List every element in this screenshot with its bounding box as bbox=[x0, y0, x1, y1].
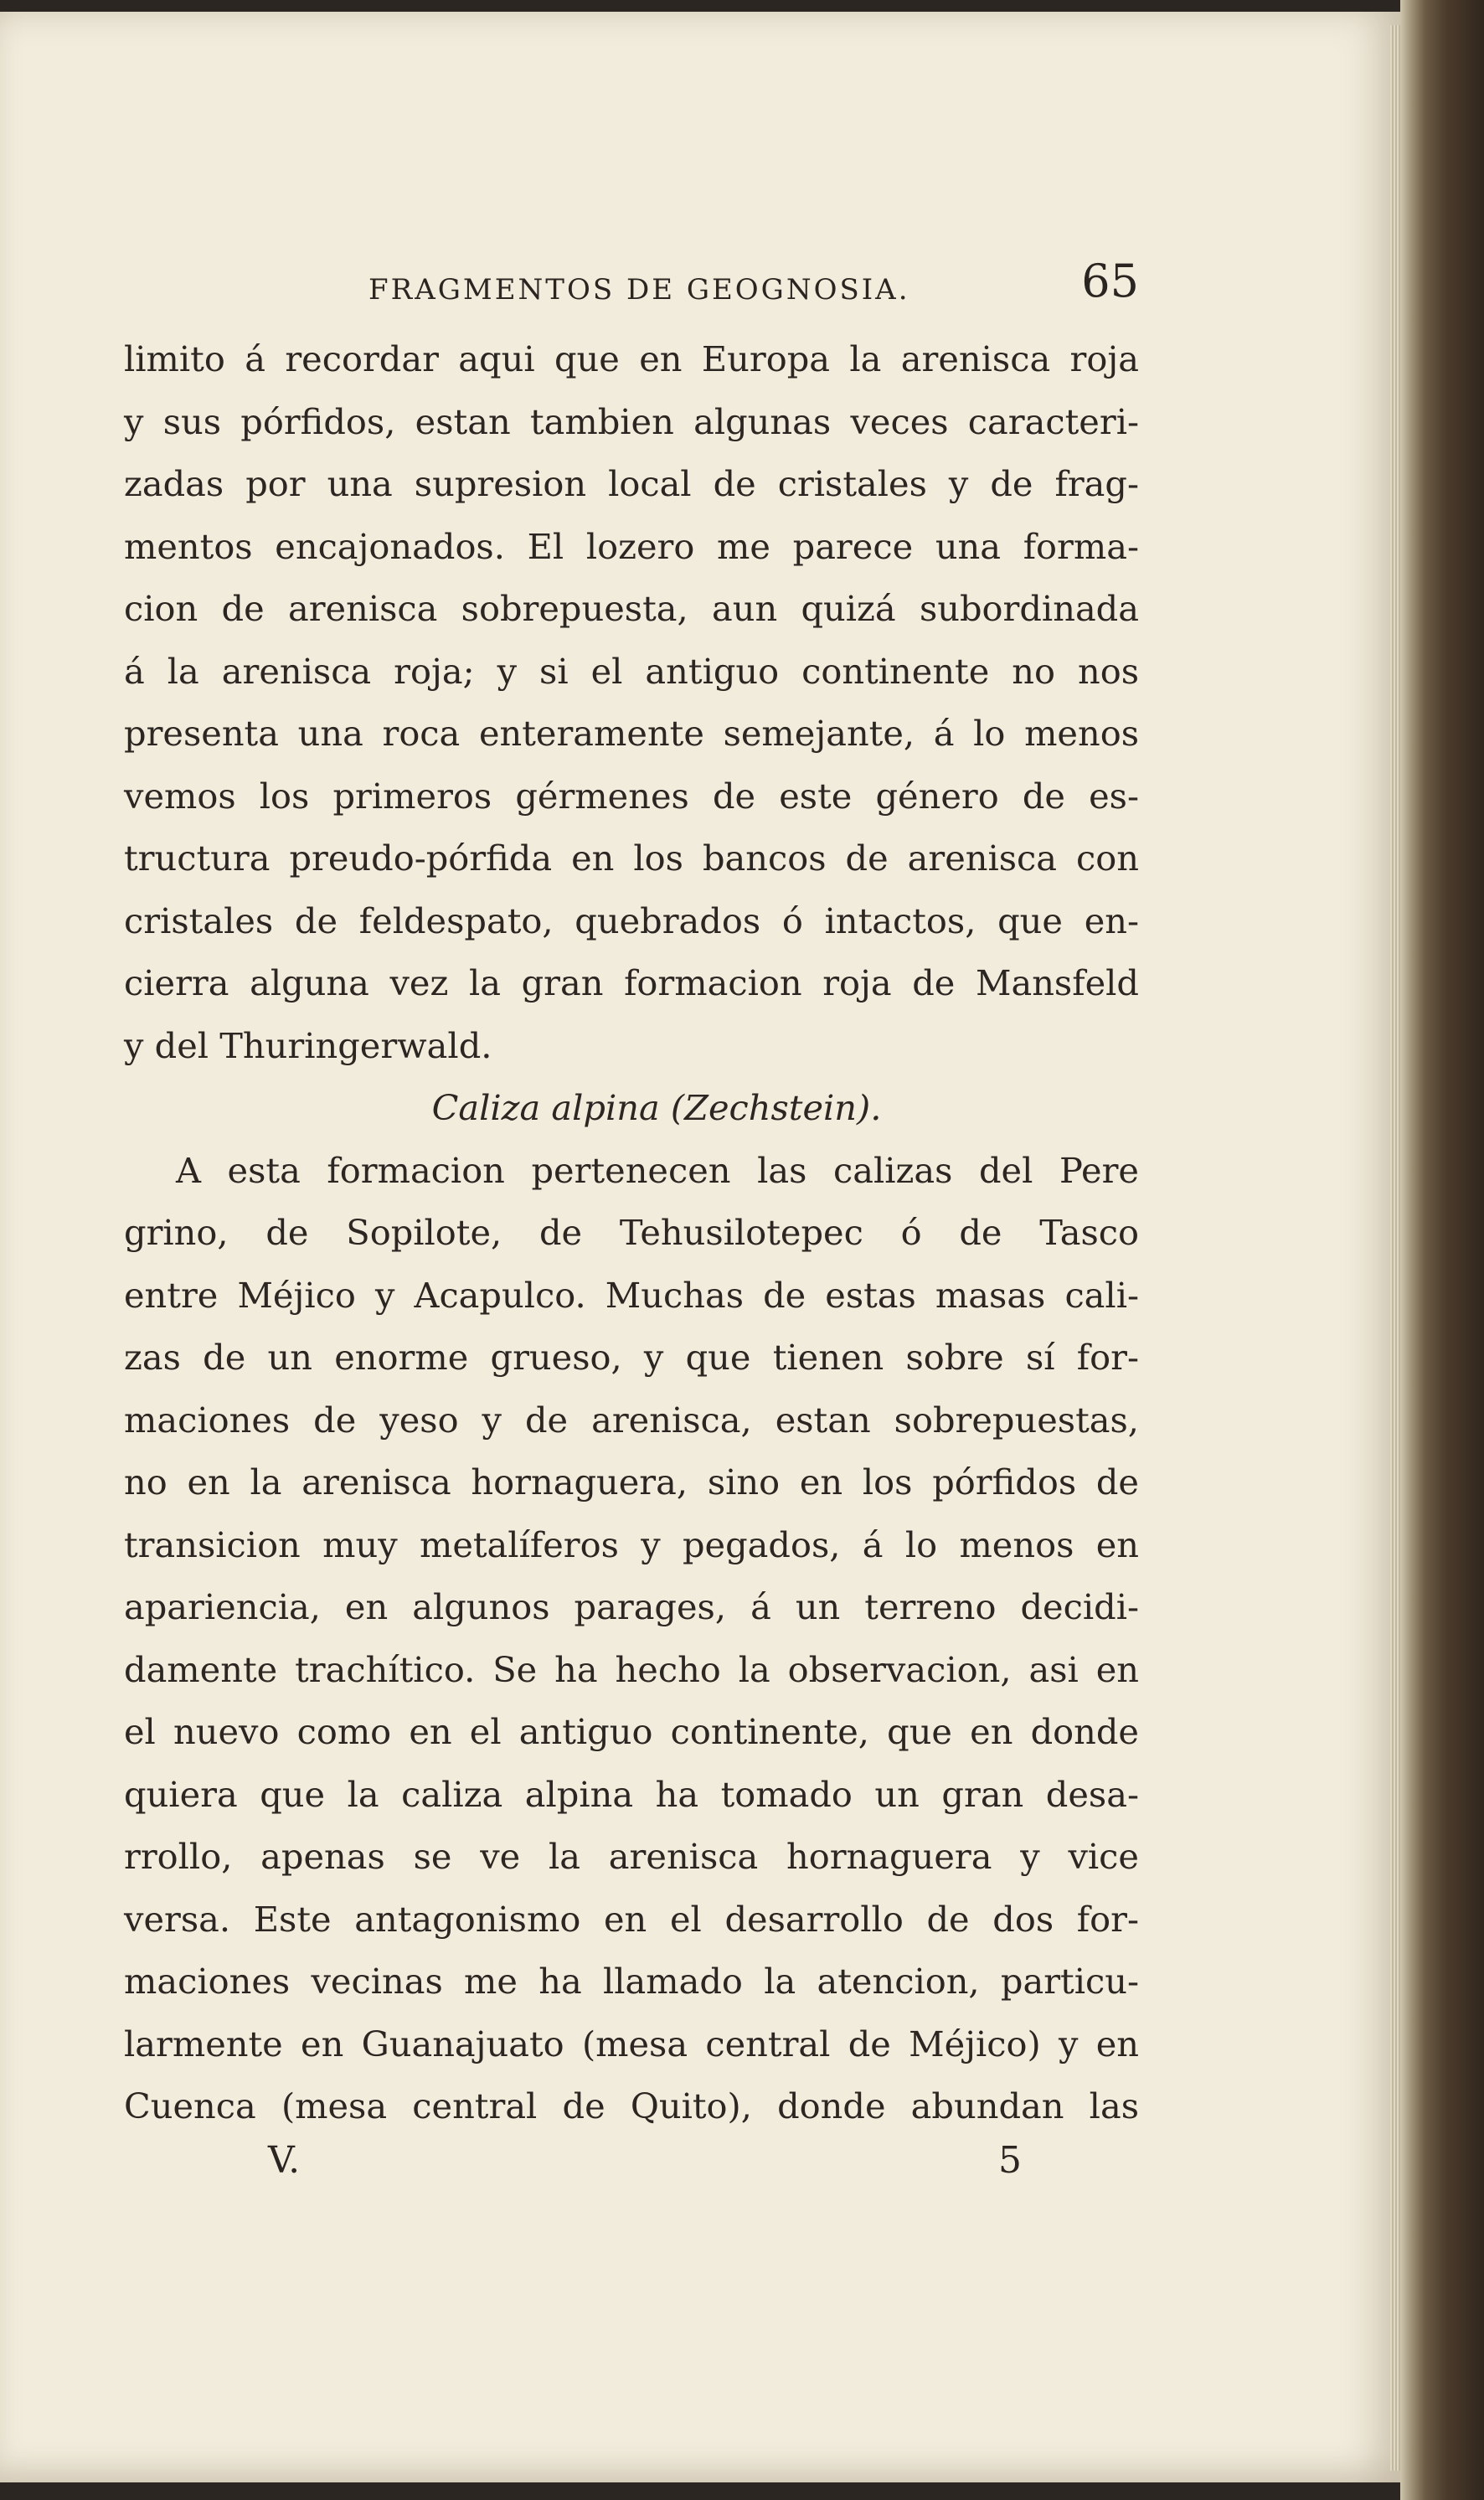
text-line: damente trachítico. Se ha hecho la observacion, asi en bbox=[124, 1648, 1139, 1690]
page-header bbox=[126, 255, 1139, 330]
text-line: vemos los primeros gérmenes de este género de es- bbox=[124, 775, 1139, 817]
text-line: presenta una roca enteramente semejante, á lo menos bbox=[124, 713, 1139, 754]
text-line: larmente en Guanajuato (mesa central de Méjico) y en bbox=[124, 2023, 1139, 2064]
text-line: A esta formacion pertenecen las calizas del Pere bbox=[176, 1149, 1139, 1191]
book-binding bbox=[1400, 0, 1484, 2500]
text-line: cion de arenisca sobrepuesta, aun quizá subordinada bbox=[124, 588, 1139, 629]
section-heading: Caliza alpina (Zechstein). bbox=[431, 1087, 882, 1128]
running-head: FRAGMENTOS DE GEOGNOSIA. bbox=[368, 273, 910, 307]
text-line: limito á recordar aqui que en Europa la arenisca roja bbox=[124, 338, 1139, 379]
text-line: el nuevo como en el antiguo continente, que en donde bbox=[124, 1711, 1139, 1752]
text-line: transicion muy metalíferos y pegados, á lo menos en bbox=[124, 1523, 1139, 1565]
text-line: tructura preudo-pórfida en los bancos de arenisca con bbox=[124, 838, 1139, 879]
text-line: apariencia, en algunos parages, á un terreno decidi- bbox=[124, 1586, 1139, 1627]
text-line: zadas por una supresion local de cristales y de frag- bbox=[124, 463, 1139, 504]
signature-mark: V. bbox=[268, 2139, 301, 2182]
text-line: zas de un enorme grueso, y que tienen sobre sí for- bbox=[124, 1337, 1139, 1378]
text-line: cierra alguna vez la gran formacion roja de Mansfeld bbox=[124, 962, 1139, 1003]
text-line: rrollo, apenas se ve la arenisca hornaguera y vice bbox=[124, 1836, 1139, 1877]
text-line: entre Méjico y Acapulco. Muchas de estas masas cali- bbox=[124, 1274, 1139, 1316]
text-line: y sus pórfidos, estan tambien algunas veces caracteri- bbox=[124, 400, 1139, 442]
text-line: Cuenca (mesa central de Quito), donde abundan las bbox=[124, 2085, 1139, 2126]
text-line: cristales de feldespato, quebrados ó intactos, que en- bbox=[124, 899, 1139, 941]
text-line: y del Thuringerwald. bbox=[124, 1024, 492, 1066]
book-page bbox=[0, 12, 1400, 2482]
text-line: grino, de Sopilote, de Tehusilotepec ó de Tasco bbox=[124, 1212, 1139, 1253]
text-line: no en la arenisca hornaguera, sino en los pórfidos de bbox=[124, 1461, 1139, 1503]
page-footer bbox=[268, 2139, 1022, 2198]
text-line: versa. Este antagonismo en el desarrollo de dos for- bbox=[124, 1898, 1139, 1940]
text-line: maciones de yeso y de arenisca, estan sobrepuestas, bbox=[124, 1399, 1139, 1441]
body-text bbox=[124, 328, 1139, 2138]
text-line: maciones vecinas me ha llamado la atencion, particu- bbox=[124, 1961, 1139, 2002]
text-line: quiera que la caliza alpina ha tomado un gran desa- bbox=[124, 1773, 1139, 1815]
page-number: 65 bbox=[1081, 255, 1139, 307]
folio-number: 5 bbox=[998, 2139, 1022, 2182]
text-line: mentos encajonados. El lozero me parece una forma- bbox=[124, 525, 1139, 567]
text-line: á la arenisca roja; y si el antiguo continente no nos bbox=[124, 650, 1139, 692]
